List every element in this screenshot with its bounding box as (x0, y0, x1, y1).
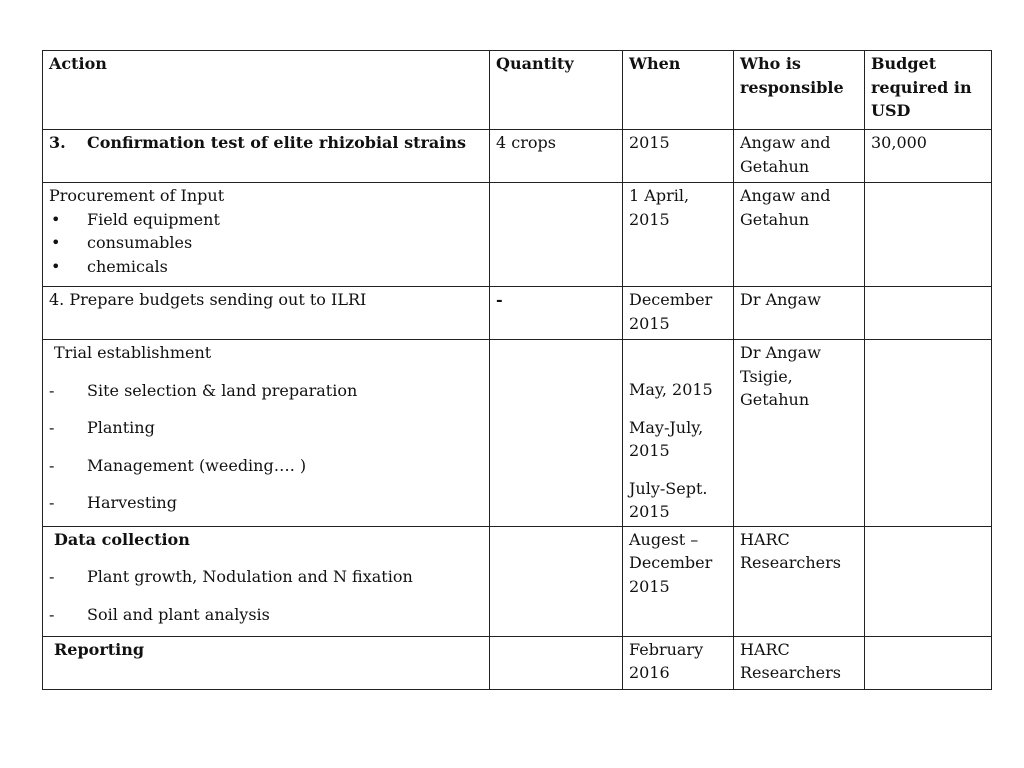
dash-marker: - (49, 604, 55, 624)
cell-quantity (490, 526, 623, 636)
dash-marker: - (49, 455, 55, 475)
numbered-heading (49, 131, 483, 155)
table-row (43, 636, 992, 689)
dash-marker: - (49, 380, 55, 400)
cell-who: Angaw and Getahun (734, 183, 865, 287)
list-item-text: Harvesting (87, 493, 177, 512)
cell-when (623, 340, 734, 527)
list-item (49, 416, 483, 440)
table-row (43, 340, 992, 527)
list-item-text: Soil and plant analysis (87, 604, 270, 624)
list-item (49, 231, 483, 255)
bullet-list (49, 208, 483, 279)
list-item (49, 454, 483, 478)
list-item (49, 603, 483, 627)
dash-marker: - (49, 567, 55, 586)
cell-budget (865, 340, 992, 527)
cell-quantity (490, 340, 623, 527)
dash-marker: - (49, 493, 55, 512)
cell-who: HARC Researchers (734, 526, 865, 636)
cell-budget (865, 287, 992, 340)
list-item-text: Plant growth, Nodulation and N fixation (87, 567, 413, 586)
bullet-icon: • (51, 256, 61, 276)
cell-action (43, 130, 490, 183)
cell-who: HARC Researchers (734, 636, 865, 689)
header-action: Action (43, 51, 490, 130)
dash-list (49, 565, 483, 626)
dash-marker: - (49, 418, 55, 437)
cell-budget (865, 183, 992, 287)
row-title: Reporting (54, 639, 145, 659)
list-item (49, 208, 483, 232)
cell-quantity: - (490, 287, 623, 340)
bullet-icon: • (51, 209, 61, 229)
dash-list (49, 379, 483, 515)
table-row (43, 183, 992, 287)
cell-budget: 30,000 (865, 130, 992, 183)
cell-when: December 2015 (623, 287, 734, 340)
date-entry: May, 2015 (629, 380, 713, 399)
list-item-text: consumables (87, 233, 193, 252)
row-title: Trial establishment (54, 343, 212, 362)
cell-quantity: 4 crops (490, 130, 623, 183)
row-title: Procurement of Input (49, 186, 225, 205)
list-item-text: Planting (87, 418, 155, 437)
header-when: When (623, 51, 734, 130)
list-item-text: Field equipment (87, 209, 220, 229)
table-row (43, 526, 992, 636)
header-row (43, 51, 992, 130)
header-who: Who is responsible (734, 51, 865, 130)
list-item-text: chemicals (87, 256, 168, 276)
cell-when: Augest – December 2015 (623, 526, 734, 636)
action-plan-table (42, 50, 992, 690)
header-quantity: Quantity (490, 51, 623, 130)
cell-budget (865, 636, 992, 689)
cell-action (43, 340, 490, 527)
list-item-text: Management (weeding…. ) (87, 455, 307, 475)
cell-who: Dr Angaw (734, 287, 865, 340)
date-entry: July-Sept. 2015 (629, 478, 708, 521)
list-item (49, 491, 483, 515)
cell-when: 2015 (623, 130, 734, 183)
cell-when: February 2016 (623, 636, 734, 689)
cell-who: Dr Angaw Tsigie, Getahun (734, 340, 865, 527)
table-row (43, 287, 992, 340)
list-item (49, 565, 483, 589)
date-entry: May-July, 2015 (629, 417, 704, 460)
cell-action (43, 183, 490, 287)
heading-number: 3. (49, 133, 66, 152)
list-item-text: Site selection & land preparation (87, 380, 358, 400)
table-row (43, 130, 992, 183)
cell-budget (865, 526, 992, 636)
bullet-icon: • (51, 233, 61, 252)
cell-quantity (490, 636, 623, 689)
cell-action: 4. Prepare budgets sending out to ILRI (43, 287, 490, 340)
cell-action (43, 526, 490, 636)
cell-when: 1 April, 2015 (623, 183, 734, 287)
header-budget: Budget required in USD (865, 51, 992, 130)
row-title: Data collection (54, 529, 190, 549)
list-item (49, 255, 483, 279)
cell-who: Angaw and Getahun (734, 130, 865, 183)
heading-text: Confirmation test of elite rhizobial strains (87, 133, 466, 152)
cell-action (43, 636, 490, 689)
list-item (49, 379, 483, 403)
cell-quantity (490, 183, 623, 287)
